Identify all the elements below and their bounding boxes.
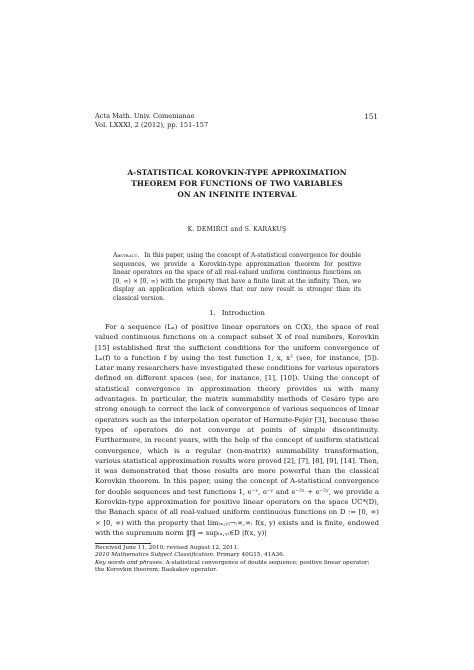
title-line-1: A-STATISTICAL KOROVKIN-TYPE APPROXIMATION xyxy=(127,168,347,177)
section-title: Introduction xyxy=(221,309,265,317)
section-number: 1. xyxy=(209,309,216,317)
body-text xyxy=(95,322,379,538)
journal-volume: Vol. LXXXI, 2 (2012), pp. 151–157 xyxy=(95,121,209,129)
body-paragraph: For a sequence (Lₙ) of positive linear operators on C(X), the space of real valued continuous functions on a compact subset X of real numbers, Korovkin [15] established first the sufficient conditions for the uniform convergence of Lₙ(f) to a function f by using the test function 1, x, x² (see, for instance, [5]). Later many researchers have investigated these conditions for various operators defined on different spaces (see, for instance, [1], [10]). Using the concept of statistical convergence in approximation theory provides us with many advantages. In particular, the matrix summability methods of Cesáro type are strong enough to correct the lack of convergence of various sequences of linear operators such as the interpolation operator of Hermite-Fejér [3], because these types of operators do not converge at points of simple discontinuity. Furthermore, in recent years, with the help of the concept of uniform statistical convergence, which is a regular (non-matrix) summability transformation, various statistical approximation results were proved [2], [7], [8], [9], [14]. Then, it was demonstrated that those results are more powerful than the classical Korovkin theorem. In this paper, using the concept of A-statistical convergence for double sequences and test functions 1, e⁻ˣ, e⁻ʸ and e⁻²ˣ + e⁻²ʸ, we provide a Korovkin-type approximation for positive linear operators on the space UC*(D), the Banach space of all real-valued uniform continuous functions on D := [0, ∞) × [0, ∞) with the property that lim₍ₓ,ᵧ₎→₍∞,∞₎ f(x, y) exists and is finite, endowed with the supremum norm ‖f‖ = sup₍ₓ,ᵧ₎∈D |f(x, y)| xyxy=(95,323,379,537)
journal-citation xyxy=(95,112,208,130)
footnote-divider xyxy=(95,543,151,544)
msc-classification xyxy=(95,552,379,559)
abstract-text: In this paper, using the concept of A-statistical convergence for double sequences, we provide a Korovkin-type approximation theorem for positive linear operators on the space of all real-valued uniform continuous functions on [0, ∞) × [0, ∞) with the property that have a finite limit at the infinity. Then, we display an application which shows that our new result is stronger than its classical version. xyxy=(113,252,361,302)
title-line-2: THEOREM FOR FUNCTIONS OF TWO VARIABLES xyxy=(131,179,343,188)
journal-name: Acta Math. Univ. Comenianae xyxy=(95,112,195,120)
paper-title xyxy=(95,167,379,200)
msc-label: 2010 Mathematics Subject Classification. xyxy=(95,552,215,559)
abstract xyxy=(113,252,361,303)
keywords-label: Key words and phrases. xyxy=(95,559,164,566)
keywords xyxy=(95,560,379,575)
authors: K. DEMIRCI and S. KARAKUŞ xyxy=(187,226,287,233)
title-line-3: ON AN INFINITE INTERVAL xyxy=(177,190,297,199)
abstract-label: Abstract. xyxy=(113,252,140,259)
msc-value: Primary 40G15, 41A36. xyxy=(216,552,285,559)
keywords-value: A-statistical convergence of double sequence; positive linear operator; the Korovkin theorem; Baskakov operator. xyxy=(95,559,370,574)
section-heading xyxy=(95,309,379,317)
page-number: 151 xyxy=(364,112,378,121)
footnotes xyxy=(95,545,379,575)
received-date: Received June 11, 2010; revised August 12, 2011. xyxy=(95,545,239,551)
